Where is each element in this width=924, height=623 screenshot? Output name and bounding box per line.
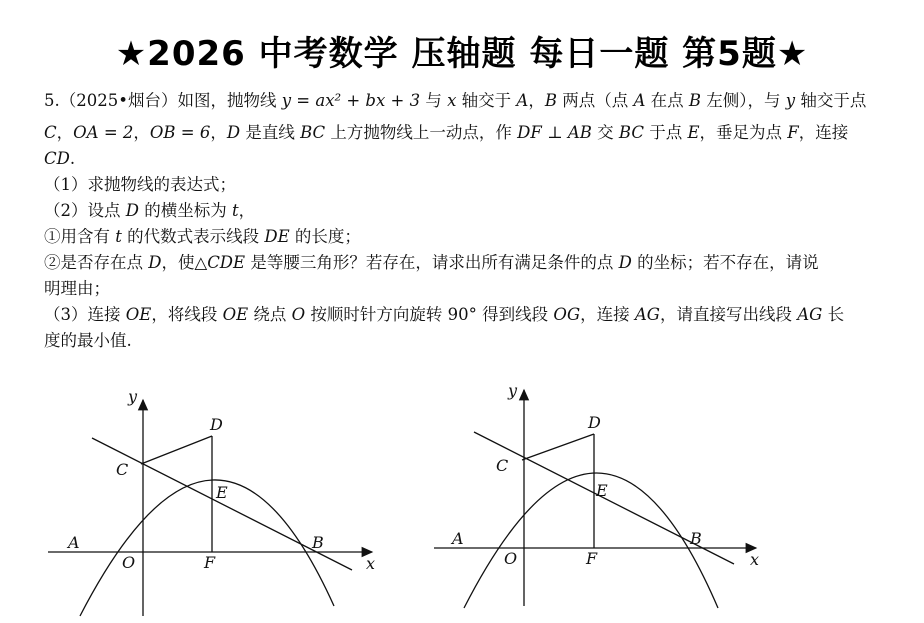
label-f: F [586,549,598,568]
label-x: x [750,550,760,569]
problem-line-1: 5.（2025•烟台）如图，抛物线 y = ax² + bx + 3 与 x 轴交于 A，B 两点（点 A 在点 B 左侧），与 y 轴交于点 [44,91,867,110]
label-e: E [216,483,228,502]
label-c: C [496,456,509,475]
label-y: y [128,387,138,406]
label-o: O [122,553,136,572]
figure-right-svg [428,381,788,619]
segment-cd [141,436,212,464]
label-a: A [452,529,464,548]
label-c: C [116,460,129,479]
figure-left-svg [40,384,400,619]
label-e: E [596,481,608,500]
figure-left [40,384,400,623]
question-3: （3）连接 OE，将线段 OE 绕点 O 按顺时针方向旋转 90° 得到线段 OG，连接 AG，请直接写出线段 AG 长 [44,305,845,324]
problem-text [44,88,880,354]
label-x: x [366,554,376,573]
parabola [80,480,334,616]
parabola [464,473,718,608]
question-2-2-cont: 明理由； [44,279,110,298]
segment-cd [522,434,594,460]
label-d: D [210,415,223,434]
problem-line-2: C，OA = 2，OB = 6，D 是直线 BC 上方抛物线上一动点，作 DF ⊥ AB 交 BC 于点 E，垂足为点 F，连接 [44,123,849,142]
question-2-1: ①用含有 t 的代数式表示线段 DE 的长度； [44,227,361,246]
label-f: F [204,553,216,572]
question-3-cont: 度的最小值. [44,331,132,350]
label-d: D [588,413,601,432]
label-b: B [690,529,702,548]
question-2-2: ②是否存在点 D，使△CDE 是等腰三角形？若存在，请求出所有满足条件的点 D 的坐标；若不存在，请说 [44,253,819,272]
question-1: （1）求抛物线的表达式； [44,175,236,194]
question-2: （2）设点 D 的横坐标为 t， [44,201,256,220]
label-y: y [508,381,518,400]
label-b: B [312,533,324,552]
problem-line-3: CD. [44,149,76,168]
label-o: O [504,549,518,568]
figure-right [428,381,788,623]
page-title: ★2026 中考数学 压轴题 每日一题 第5题★ [115,34,809,74]
label-a: A [68,533,80,552]
